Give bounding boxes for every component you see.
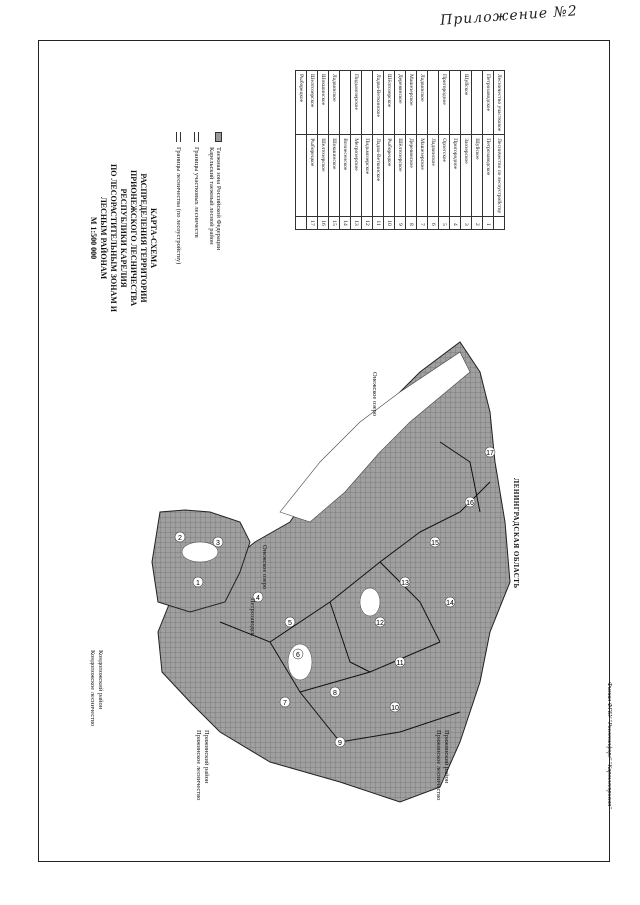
table-cell-num: 17	[307, 217, 318, 230]
table-row	[450, 71, 461, 230]
table-cell-district: Рыборецкое	[296, 71, 307, 135]
table-cell-district: Пидьмозерское	[351, 71, 362, 135]
legend-district-borders-label: Границы участковых лесничеств	[193, 147, 200, 238]
table-cell-district: Деревянское	[395, 71, 406, 135]
region-label-pryazha-2	[434, 730, 450, 800]
table-cell-num: 1	[483, 217, 494, 230]
svg-text:1: 1	[196, 580, 200, 587]
table-cell-forestry: Заозерское	[461, 135, 472, 217]
table-cell-num	[296, 217, 307, 230]
table-cell-num: 7	[417, 217, 428, 230]
table-row	[307, 71, 318, 230]
forestry-table	[295, 70, 505, 230]
district-number-12	[375, 617, 385, 627]
table-cell-num: 14	[340, 217, 351, 230]
svg-text:8: 8	[333, 690, 337, 697]
table-cell-forestry: Машезерское	[417, 135, 428, 217]
svg-text:7: 7	[283, 700, 287, 707]
onega-lake-label: Онежское озеро	[261, 545, 268, 590]
table-cell-forestry: Шокшинское	[329, 135, 340, 217]
table-cell-forestry: Мегрозерское	[351, 135, 362, 217]
table-cell-district: Шуйское	[461, 71, 472, 135]
footer-credit: Филиал ФГБУ "Рослесинфорг" "Кареллеспроект"	[606, 682, 612, 809]
title-line-2: РАСПРЕДЕЛЕНИЯ ТЕРРИТОРИИ	[139, 173, 148, 303]
table-cell-num: 9	[395, 217, 406, 230]
region-label-pryazha	[194, 730, 210, 800]
legend-taiga-label: Таежная зона Российской Федерации	[215, 147, 222, 251]
title-line-6: ЛЕСНЫМ РАЙОНАМ	[99, 196, 108, 280]
table-cell-num: 16	[318, 217, 329, 230]
table-cell-num: 13	[351, 217, 362, 230]
petrozavodsk-label: Петрозаводск	[249, 598, 256, 636]
table-row	[428, 71, 439, 230]
table-cell-forestry: Шуйское	[472, 135, 483, 217]
table-row	[362, 71, 373, 230]
district-number-1	[193, 577, 203, 587]
table-cell-district: Ладва-Веткинское	[373, 71, 384, 135]
table-cell-forestry: Деревянское	[406, 135, 417, 217]
region-label-kondopoga	[88, 650, 104, 726]
svg-text:13: 13	[401, 580, 409, 587]
svg-text:16: 16	[466, 500, 474, 507]
table-row	[483, 71, 494, 230]
table-cell-district: Ладвинское	[417, 71, 428, 135]
table-cell-forestry: Рыборецкое	[307, 135, 318, 217]
table-cell-district: Ладвинское	[329, 71, 340, 135]
svg-text:12: 12	[376, 620, 384, 627]
svg-text:6: 6	[296, 652, 300, 659]
table-row	[439, 71, 450, 230]
table-cell-forestry	[296, 135, 307, 217]
table-header-num	[494, 217, 505, 230]
table-row	[384, 71, 395, 230]
district-number-17	[485, 447, 495, 457]
table-cell-forestry: Шелтозерское	[318, 135, 329, 217]
district-number-2	[175, 532, 185, 542]
table-cell-num: 5	[439, 217, 450, 230]
table-cell-num: 8	[406, 217, 417, 230]
pryazha-forestry-name-2: Пряжинское лесничество	[435, 730, 442, 801]
table-cell-forestry: Петрозаводское	[483, 135, 494, 217]
district-number-3	[213, 537, 223, 547]
pryazha-district-name-2: Пряжинский район	[443, 730, 450, 784]
table-row	[395, 71, 406, 230]
table-row	[373, 71, 384, 230]
table-cell-num: 6	[428, 217, 439, 230]
svg-text:15: 15	[431, 540, 439, 547]
table-cell-num: 2	[472, 217, 483, 230]
district-number-8	[330, 687, 340, 697]
leningrad-oblast-label: ЛЕНИНГРАДСКАЯ ОБЛАСТЬ	[512, 478, 520, 589]
table-row	[351, 71, 362, 230]
district-number-15	[430, 537, 440, 547]
table-cell-forestry: Ладва-Веткинское	[373, 135, 384, 217]
district-number-13	[400, 577, 410, 587]
table-row	[461, 71, 472, 230]
svg-text:9: 9	[338, 740, 342, 747]
table-cell-forestry: Вознесенское	[340, 135, 351, 217]
table-row	[406, 71, 417, 230]
table-header-district: Лесничество участковое	[494, 71, 505, 135]
pryazha-forestry-name: Пряжинское лесничество	[195, 730, 202, 801]
table-cell-district: Шокшинское	[318, 71, 329, 135]
table-cell-forestry: Пидьмозерское	[362, 135, 373, 217]
lake	[360, 588, 380, 616]
table-cell-district	[428, 71, 439, 135]
table-header-forestry: Лесничество по лесоустройству	[494, 135, 505, 217]
svg-text:17: 17	[486, 450, 494, 457]
title-line-4: РЕСПУБЛИКИ КАРЕЛИЯ	[119, 188, 128, 288]
table-row	[472, 71, 483, 230]
svg-text:2: 2	[178, 535, 182, 542]
title-line-3: ПРИОНЕЖСКОГО ЛЕСНИЧЕСТВА	[129, 170, 138, 306]
legend-forestry-borders-label: Границы лесничества (по лесоустройству)	[175, 147, 182, 265]
district-number-5	[285, 617, 295, 627]
table-cell-district: Петрозаводское	[483, 71, 494, 135]
table-cell-district	[362, 71, 373, 135]
table-row	[417, 71, 428, 230]
title-line-1: КАРТА-СХЕМА	[149, 208, 158, 268]
svg-text:10: 10	[391, 705, 399, 712]
svg-text:5: 5	[288, 620, 292, 627]
district-number-9	[335, 737, 345, 747]
table-cell-num: 11	[373, 217, 384, 230]
table-row	[340, 71, 351, 230]
svg-text:4: 4	[256, 595, 260, 602]
table-row	[329, 71, 340, 230]
table-row	[318, 71, 329, 230]
table-cell-district: Машезерское	[406, 71, 417, 135]
onega-lake-label-2: Онежское озеро	[371, 372, 378, 417]
table-cell-num: 15	[329, 217, 340, 230]
lake	[182, 542, 218, 562]
district-number-6	[293, 649, 303, 659]
table-cell-district	[450, 71, 461, 135]
legend-karelian-label: Карельский таежный лесной район	[208, 147, 215, 245]
district-number-16	[465, 497, 475, 507]
table-cell-num: 10	[384, 217, 395, 230]
table-cell-forestry: Орзегское	[439, 135, 450, 217]
handwritten-annotation: Приложение №2	[439, 3, 579, 29]
table-cell-district	[340, 71, 351, 135]
table-cell-num: 4	[450, 217, 461, 230]
table-cell-forestry: Рыборецкое	[384, 135, 395, 217]
table-cell-num: 3	[461, 217, 472, 230]
svg-text:11: 11	[396, 660, 404, 667]
district-number-10	[390, 702, 400, 712]
table-row	[296, 71, 307, 230]
table-cell-district: Шелтозерское	[307, 71, 318, 135]
table-cell-forestry: Шёлтозерское	[395, 135, 406, 217]
title-line-5: ПО ЛЕСОРАСТИТЕЛЬНЫМ ЗОНАМ И	[109, 164, 118, 312]
kondopoga-district-name: Кондопожский район	[97, 650, 104, 710]
district-number-7	[280, 697, 290, 707]
svg-text:3: 3	[216, 540, 220, 547]
table-cell-district: Пригородное	[439, 71, 450, 135]
table-cell-forestry: Ладвинское	[428, 135, 439, 217]
district-number-11	[395, 657, 405, 667]
district-number-14	[445, 597, 455, 607]
map-scale: М 1:500 000	[89, 216, 98, 260]
kondopoga-forestry-name: Кондопожское лесничество	[89, 650, 96, 727]
table-cell-forestry: Пригородное	[450, 135, 461, 217]
table-cell-district	[472, 71, 483, 135]
svg-text:14: 14	[446, 600, 454, 607]
pryazha-district-name: Пряжинский район	[203, 730, 210, 784]
table-cell-num: 12	[362, 217, 373, 230]
table-cell-district: Шёлтозерское	[384, 71, 395, 135]
